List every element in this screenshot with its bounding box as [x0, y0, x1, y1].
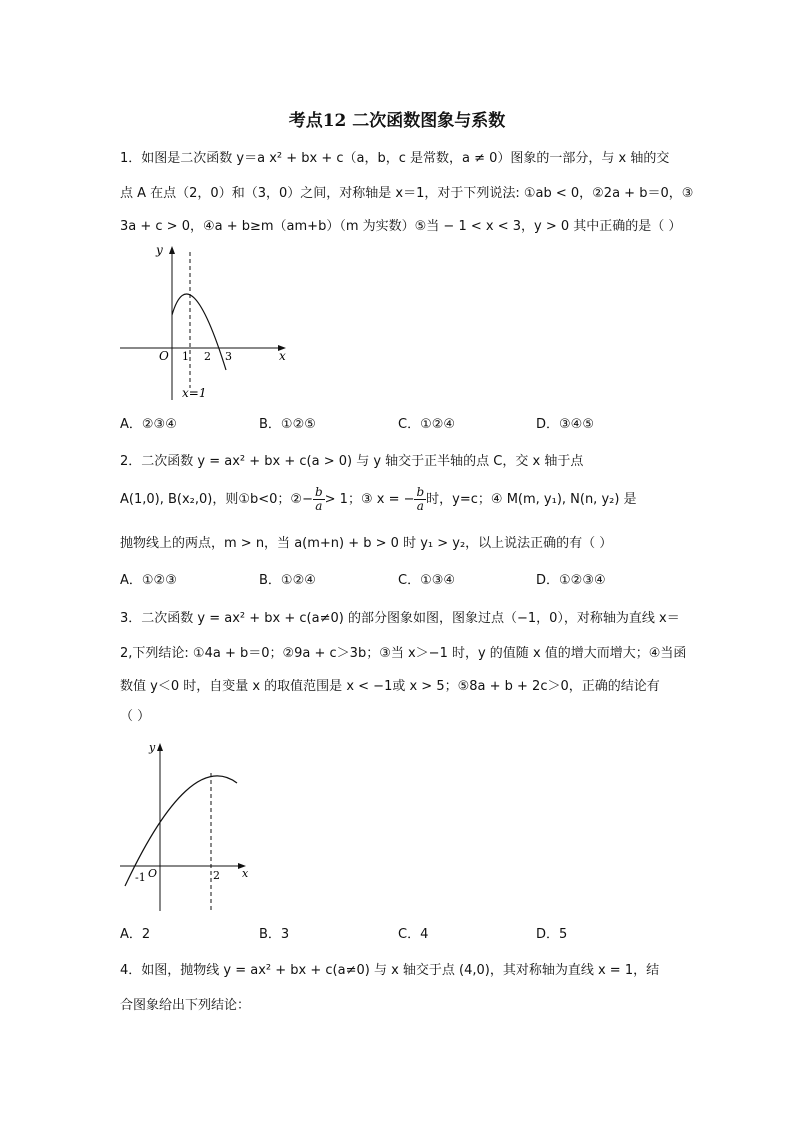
q1-y-arrow — [169, 246, 175, 254]
q1-option-d[interactable]: D．③④⑤ — [536, 417, 594, 432]
q2-line-2-part-a: A(1,0), B(x₂,0)，则①b<0；②− — [120, 492, 313, 507]
q2-option-c[interactable]: C．①③④ — [398, 573, 456, 588]
q4-line-1: 4．如图，抛物线 y = ax² + bx + c(a≠0) 与 x 轴交于点 (4,0)，其对称轴为直线 x = 1，结 — [120, 963, 660, 978]
q3-tick-neg1: -1 — [135, 871, 146, 884]
q3-line-2: 2,下列结论: ①4a + b＝0；②9a + c＞3b；③当 x＞−1 时，y 的值随 x 值的增大而增大；④当函 — [120, 646, 687, 661]
q2-line-2-part-b: > 1；③ x = − — [324, 492, 415, 507]
q2-fraction-2-denominator: a — [416, 499, 424, 513]
q1-parabola — [172, 294, 226, 370]
q1-graph — [118, 240, 290, 405]
q3-y-arrow — [157, 743, 163, 751]
q2-fraction-1-numerator: b — [314, 485, 323, 499]
q1-tick-3: 3 — [225, 350, 232, 363]
q2-line-2 — [120, 486, 637, 513]
q1-line-2: 点 A 在点（2，0）和（3，0）之间，对称轴是 x＝1，对于下列说法: ①ab < 0，②2a + b＝0，③ — [120, 186, 694, 201]
q3-x-label: x — [242, 867, 249, 880]
q2-fraction-1 — [313, 486, 325, 513]
q1-tick-1: 1 — [182, 350, 189, 363]
q3-option-c[interactable]: C．4 — [398, 927, 429, 942]
q3-line-4: （ ） — [120, 709, 151, 724]
page-title: 考点12 二次函数图象与系数 — [288, 111, 506, 131]
q3-parabola — [125, 776, 237, 886]
q3-graph — [118, 735, 258, 915]
q2-line-3: 抛物线上的两点，m > n，当 a(m+n) + b > 0 时 y₁ > y₂，以上说法正确的有（ ） — [120, 536, 613, 551]
q1-option-c[interactable]: C．①②④ — [398, 417, 456, 432]
q3-line-1: 3．二次函数 y = ax² + bx + c(a≠0) 的部分图象如图，图象过点（−1，0），对称轴为直线 x＝ — [120, 611, 680, 626]
q1-line-1: 1．如图是二次函数 y＝a x² + bx + c（a，b，c 是常数，a ≠ 0）图象的一部分，与 x 轴的交 — [120, 151, 670, 166]
q1-option-a[interactable]: A．②③④ — [120, 417, 177, 432]
q2-fraction-1-denominator: a — [315, 499, 323, 513]
q3-y-label: y — [149, 741, 156, 754]
q3-option-b[interactable]: B．3 — [259, 927, 290, 942]
q2-fraction-2 — [414, 486, 426, 513]
q3-tick-2: 2 — [213, 869, 220, 882]
q3-option-a[interactable]: A．2 — [120, 927, 151, 942]
q1-tick-2: 2 — [204, 350, 211, 363]
q3-origin-label: O — [148, 867, 158, 880]
q2-fraction-2-numerator: b — [416, 485, 425, 499]
q1-origin-label: O — [159, 349, 169, 363]
q2-option-a[interactable]: A．①②③ — [120, 573, 177, 588]
q1-x-label: x — [279, 349, 286, 363]
q1-line-3: 3a + c > 0，④a + b≥m（am+b）（m 为实数）⑤当 − 1 < x < 3，y > 0 其中正确的是（ ） — [120, 219, 682, 234]
q2-option-b[interactable]: B．①②④ — [259, 573, 316, 588]
q2-line-2-part-c: 时，y=c；④ M(m, y₁), N(n, y₂) 是 — [426, 492, 637, 507]
q2-option-d[interactable]: D．①②③④ — [536, 573, 606, 588]
q1-axis-label: x=1 — [182, 386, 207, 400]
q4-line-2: 合图象给出下列结论： — [120, 998, 251, 1013]
q3-line-3: 数值 y＜0 时，自变量 x 的取值范围是 x < −1或 x > 5；⑤8a + b + 2c＞0，正确的结论有 — [120, 679, 660, 694]
q1-y-label: y — [156, 243, 163, 257]
q1-option-b[interactable]: B．①②⑤ — [259, 417, 316, 432]
q2-line-1: 2．二次函数 y = ax² + bx + c(a > 0) 与 y 轴交于正半轴的点 C，交 x 轴于点 — [120, 454, 584, 469]
q3-option-d[interactable]: D．5 — [536, 927, 568, 942]
